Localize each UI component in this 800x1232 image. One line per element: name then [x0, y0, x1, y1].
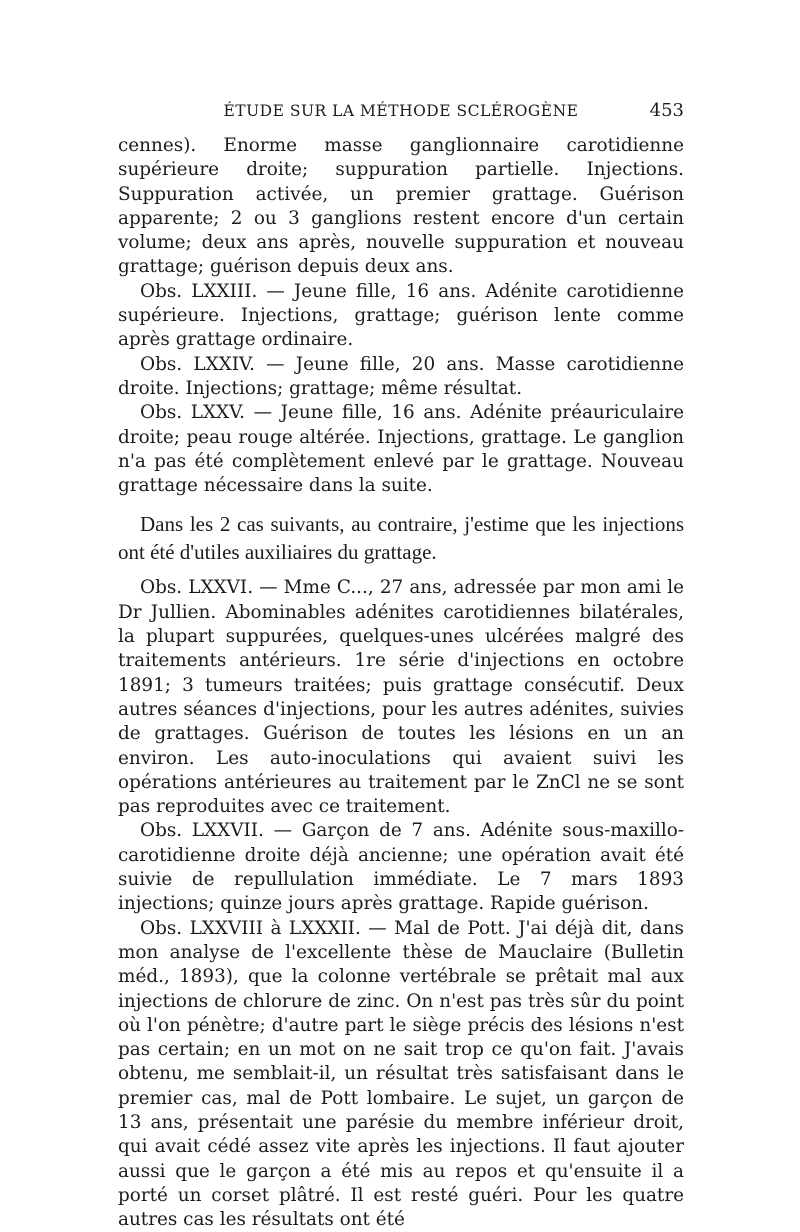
page-body	[118, 134, 684, 1232]
paragraph-obs-77: Obs. LXXVII. — Garçon de 7 ans. Adénite sous-maxillo-carotidienne droite déjà ancienne; une opération avait été suivie de repullulation immédiate. Le 7 mars 1893 injections; quinze jours après grattage. Rapide guérison.	[118, 820, 684, 915]
running-head: ÉTUDE SUR LA MÉTHODE SCLÉROGÈNE	[223, 102, 579, 120]
page-number: 453	[649, 100, 684, 121]
paragraph-obs-73: Obs. LXXIII. — Jeune fille, 16 ans. Adénite carotidienne supérieure. Injections, grattage; guérison lente comme après grattage ordinaire.	[118, 280, 684, 351]
paragraph-obs-74: Obs. LXXIV. — Jeune fille, 20 ans. Masse carotidienne droite. Injections; grattage; même résultat.	[118, 353, 684, 399]
paragraph-obs-76: Obs. LXXVI. — Mme C..., 27 ans, adressée par mon ami le Dr Jullien. Abominables adénites carotidiennes bilatérales, la plupart suppurées, quelques-unes ulcérées malgré des traitements antérieurs. 1re série d'injections en octobre 1891; 3 tumeurs traitées; puis grattage consécutif. Deux autres séances d'injections, pour les autres adénites, suivies de grattages. Guérison de toutes les lésions en un an environ. Les auto-inoculations qui avaient suivi les opérations antérieures au traitement par le ZnCl ne se sont pas reproduites avec ce traitement.	[118, 577, 684, 818]
page-header	[118, 102, 684, 128]
paragraph-transition: Dans les 2 cas suivants, au contraire, j'estime que les injections ont été d'utiles auxiliaires du grattage.	[118, 512, 684, 565]
paragraph-continuation: cennes). Enorme masse ganglionnaire carotidienne supérieure droite; suppuration partielle. Injections. Suppuration activée, un premier grattage. Guérison apparente; 2 ou 3 ganglions restent encore d'un certain volume; deux ans après, nouvelle suppuration et nouveau grattage; guérison depuis deux ans.	[118, 135, 684, 278]
paragraph-obs-75: Obs. LXXV. — Jeune fille, 16 ans. Adénite préauriculaire droite; peau rouge altérée. Injections, grattage. Le ganglion n'a pas été complètement enlevé par le grattage. Nouveau grattage nécessaire dans la suite.	[118, 402, 684, 497]
paragraph-obs-78-82: Obs. LXXVIII à LXXXII. — Mal de Pott. J'ai déjà dit, dans mon analyse de l'excellente thèse de Mauclaire (Bulletin méd., 1893), que la colonne vertébrale se prêtait mal aux injections de chlorure de zinc. On n'est pas très sûr du point où l'on pénètre; d'autre part le siège précis des lésions n'est pas certain; en un mot on ne sait trop ce qu'on fait. J'avais obtenu, me semblait-il, un résultat très satisfaisant dans le premier cas, mal de Pott lombaire. Le sujet, un garçon de 13 ans, présentait une parésie du membre inférieur droit, qui avait cédé assez vite après les injections. Il faut ajouter aussi que le garçon a été mis au repos et qu'ensuite il a porté un corset plâtré. Il est resté guéri. Pour les quatre autres cas les résultats ont été	[118, 917, 684, 1231]
